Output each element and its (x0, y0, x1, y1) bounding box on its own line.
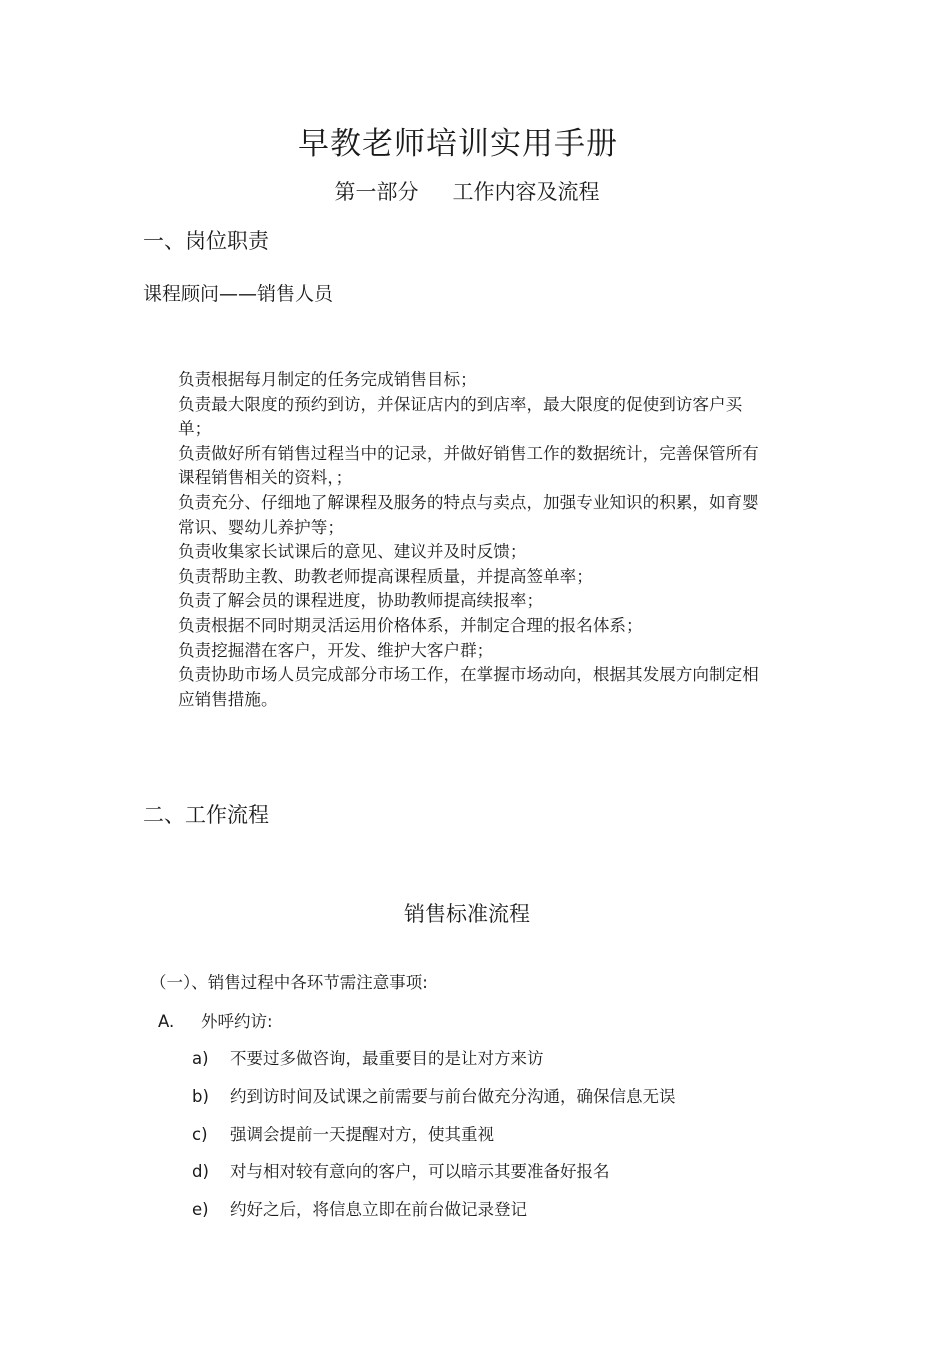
duty-item: 负责了解会员的课程进度，协助教师提高续报率； (178, 591, 544, 611)
flow-title: 销售标准流程 (404, 902, 530, 926)
sub-heading: （一）、销售过程中各环节需注意事项: (150, 973, 428, 992)
duty-item: 负责充分、仔细地了解课程及服务的特点与卖点，加强专业知识的积累，如育婴常识、婴幼儿养护等； (178, 492, 759, 537)
sub-item-marker: b) (192, 1086, 209, 1106)
sub-item (192, 1084, 676, 1122)
sub-item (192, 1122, 676, 1160)
sub-item-list (192, 1046, 676, 1235)
duty-item: 负责最大限度的预约到访，并保证店内的到店率，最大限度的促使到访客户买单； (178, 394, 743, 439)
sub-item-marker: a) (192, 1049, 209, 1068)
part-label: 第一部分 (334, 180, 419, 204)
duty-item: 负责收集家长试课后的意见、建议并及时反馈； (178, 542, 527, 562)
duty-item: 负责根据每月制定的任务完成销售目标； (178, 370, 477, 389)
sub-item-text: 强调会提前一天提醒对方，使其重视 (230, 1124, 494, 1144)
part-name: 工作内容及流程 (452, 180, 600, 204)
item-label: 外呼约访: (201, 1012, 273, 1031)
duty-item: 负责协助市场人员完成部分市场工作，在掌握市场动向，根据其发展方向制定相应销售措施。 (178, 665, 759, 709)
sub-item-text: 不要过多做咨询，最重要目的是让对方来访 (230, 1049, 544, 1068)
sub-item (192, 1159, 676, 1197)
item-outbound-call (158, 1009, 273, 1035)
duty-item: 负责挖掘潜在客户，开发、维护大客户群； (178, 640, 494, 660)
duty-list (178, 368, 773, 712)
sub-item-text: 约好之后，将信息立即在前台做记录登记 (230, 1200, 527, 1220)
sub-item-marker: e) (192, 1200, 209, 1220)
part-heading (0, 176, 934, 208)
role-heading: 课程顾问——销售人员 (143, 283, 334, 305)
sub-item-text: 对与相对较有意向的客户，可以暗示其要准备好报名 (230, 1162, 610, 1182)
section-heading-workflow: 二、工作流程 (143, 803, 269, 827)
section-heading-duties: 一、岗位职责 (143, 229, 269, 253)
duty-item: 负责做好所有销售过程当中的记录，并做好销售工作的数据统计，完善保管所有课程销售相关的资料，； (178, 443, 759, 488)
sub-item-marker: c) (192, 1124, 208, 1144)
document-title: 早教老师培训实用手册 (298, 126, 618, 162)
sub-item-text: 约到访时间及试课之前需要与前台做充分沟通，确保信息无误 (230, 1086, 676, 1106)
sub-item (192, 1197, 676, 1235)
duty-item: 负责根据不同时期灵活运用价格体系，并制定合理的报名体系； (178, 615, 643, 635)
duty-item: 负责帮助主教、助教老师提高课程质量，并提高签单率； (178, 566, 593, 586)
sub-item-marker: d) (192, 1162, 209, 1182)
sub-item (192, 1046, 676, 1084)
item-marker: A. (158, 1012, 175, 1031)
